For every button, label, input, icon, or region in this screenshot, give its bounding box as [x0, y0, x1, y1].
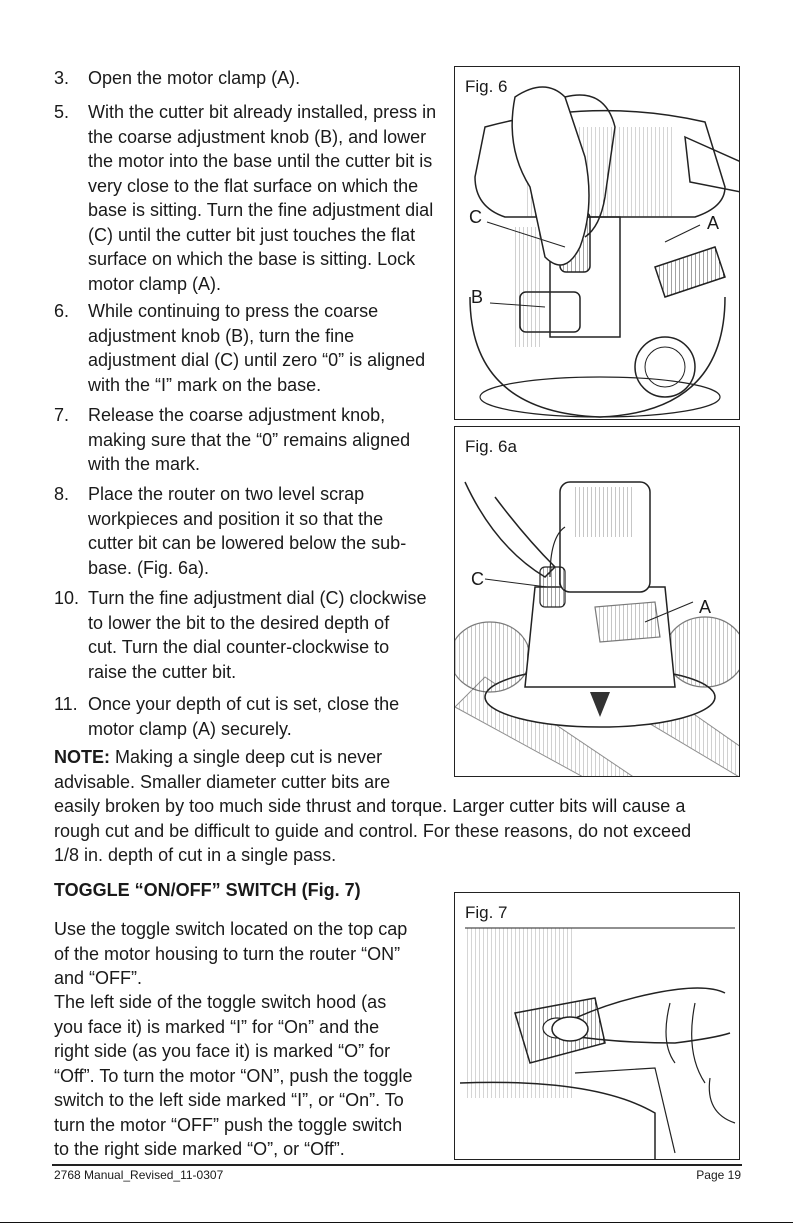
- step-text: workpieces and position it so that the: [88, 508, 384, 529]
- step-text: (C) until the cutter bit just touches the flat: [88, 224, 416, 245]
- paragraph-text: Use the toggle switch located on the top cap: [54, 919, 408, 939]
- paragraph-text: to the right side marked “O”, or “Off”.: [54, 1139, 345, 1159]
- step-number: 3.: [54, 68, 70, 88]
- figure-label: Fig. 6a: [465, 437, 517, 456]
- step-text: surface on which the base is sitting. Lock: [88, 249, 416, 269]
- step-8: [54, 482, 474, 582]
- callout-c: C: [471, 569, 484, 589]
- step-text: base is sitting. Turn the fine adjustment dial: [88, 200, 434, 220]
- step-text: with the mark.: [88, 454, 201, 474]
- paragraph-text: of the motor housing to turn the router “ON”: [54, 943, 401, 964]
- step-number: 6.: [54, 301, 70, 321]
- step-text: motor clamp (A) securely.: [88, 718, 292, 739]
- step-text: the motor into the base until the cutter bit is: [88, 151, 433, 171]
- step-text: making sure that the “0” remains aligned: [88, 429, 411, 450]
- step-text: the coarse adjustment knob (B), and lower: [88, 126, 427, 147]
- footer-rule: [52, 1164, 742, 1166]
- paragraph-text: switch to the left side marked “I”, or “On”. To: [54, 1090, 404, 1110]
- step-6: [54, 299, 474, 399]
- figure-6a: [454, 426, 740, 777]
- step-5: [54, 100, 474, 300]
- step-text: very close to the flat surface on which the: [88, 175, 419, 196]
- callout-c: C: [469, 207, 482, 227]
- figure-6: [454, 66, 740, 420]
- step-11: [54, 692, 474, 742]
- step-10: [54, 586, 474, 686]
- step-text: adjustment dial (C) until zero “0” is aligned: [88, 350, 426, 370]
- step-text: Release the coarse adjustment knob,: [88, 405, 386, 425]
- step-text: Turn the fine adjustment dial (C) clockwise: [88, 588, 427, 608]
- step-number: 7.: [54, 405, 70, 425]
- step-text: base. (Fig. 6a).: [88, 557, 210, 578]
- footer-document-id: 2768 Manual_Revised_11-0307: [54, 1168, 224, 1182]
- step-text: motor clamp (A).: [88, 273, 222, 294]
- paragraph-text: you face it) is marked “I” for “On” and the: [54, 1016, 380, 1037]
- callout-b: B: [471, 287, 484, 307]
- note-text: Making a single deep cut is never: [110, 747, 383, 767]
- step-text: Once your depth of cut is set, close the: [88, 694, 400, 714]
- section-heading: TOGGLE “ON/OFF” SWITCH (Fig. 7): [54, 880, 361, 900]
- note-text: advisable. Smaller diameter cutter bits are: [54, 771, 391, 792]
- paragraph-text: “Off”. To turn the motor “ON”, push the toggle: [54, 1065, 413, 1086]
- step-number: 5.: [54, 102, 70, 122]
- note-text: rough cut and be difficult to guide and control. For these reasons, do not exceed: [54, 820, 692, 841]
- step-text: to lower the bit to the desired depth of: [88, 612, 390, 633]
- step-text: While continuing to press the coarse: [88, 301, 379, 321]
- step-3: [54, 66, 454, 91]
- toggle-paragraph-2: [54, 990, 454, 1165]
- figure-7: [454, 892, 740, 1160]
- step-text: raise the cutter bit.: [88, 661, 237, 682]
- footer-page-number: Page 19: [696, 1168, 741, 1182]
- step-number: 8.: [54, 484, 70, 504]
- step-text: adjustment knob (B), turn the fine: [88, 325, 355, 346]
- paragraph-text: right side (as you face it) is marked “O” for: [54, 1041, 391, 1061]
- callout-a: A: [699, 597, 712, 617]
- paragraph-text: and “OFF”.: [54, 968, 143, 988]
- note-text: easily broken by too much side thrust and torque. Larger cutter bits will cause a: [54, 796, 686, 816]
- step-text: Open the motor clamp (A).: [88, 68, 301, 88]
- note-label: NOTE:: [54, 747, 110, 767]
- page-edge-rule: [0, 1222, 793, 1223]
- step-number: 11.: [54, 694, 78, 714]
- step-7: [54, 403, 474, 478]
- paragraph-text: The left side of the toggle switch hood (as: [54, 992, 387, 1012]
- step-text: cut. Turn the dial counter-clockwise to: [88, 637, 390, 657]
- router-motor-illustration: [455, 67, 740, 420]
- step-number: 10.: [54, 588, 80, 608]
- step-text: With the cutter bit already installed, press in: [88, 102, 437, 122]
- figure-label: Fig. 6: [465, 77, 508, 96]
- callout-a: A: [707, 213, 720, 233]
- step-text: with the “I” mark on the base.: [88, 374, 322, 395]
- step-text: Place the router on two level scrap: [88, 484, 365, 504]
- toggle-switch-illustration: [455, 893, 740, 1160]
- step-text: cutter bit can be lowered below the sub-: [88, 533, 407, 553]
- router-depth-illustration: [455, 427, 740, 777]
- toggle-paragraph-1: [54, 917, 454, 992]
- paragraph-text: turn the motor “OFF” push the toggle switch: [54, 1114, 403, 1135]
- figure-label: Fig. 7: [465, 903, 508, 922]
- note-text: 1/8 in. depth of cut in a single pass.: [54, 845, 337, 865]
